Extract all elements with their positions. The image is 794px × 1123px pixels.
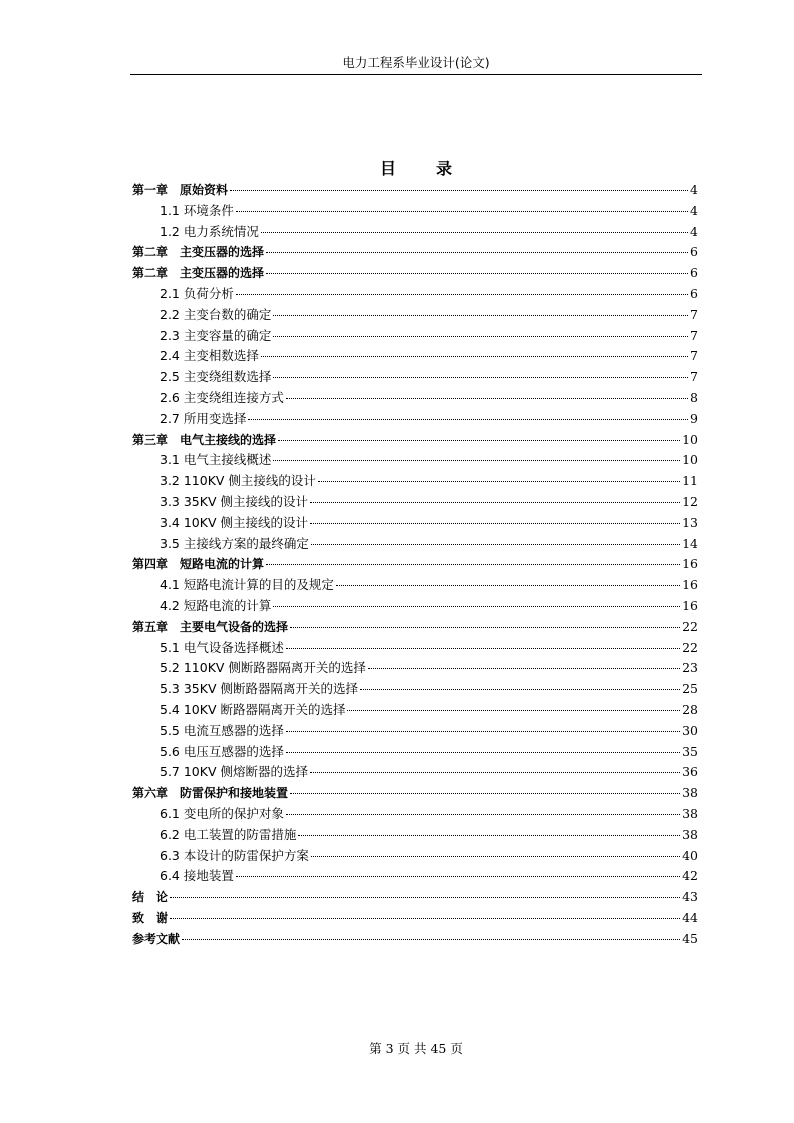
toc-entry-label: 5.7 10KV 侧熔断器的选择	[160, 764, 308, 780]
toc-dot-leader	[273, 606, 680, 607]
toc-page-number: 11	[682, 473, 698, 489]
toc-page-number: 23	[682, 660, 698, 676]
toc-entry-label: 5.3 35KV 侧断路器隔离开关的选择	[160, 681, 358, 697]
toc-dot-leader	[286, 398, 688, 399]
toc-entry-label: 2.5 主变绕组数选择	[160, 369, 272, 385]
running-header: 电力工程系毕业设计(论文)	[342, 55, 490, 70]
toc-section-entry[interactable]	[132, 825, 698, 846]
toc-entry-label: 5.4 10KV 断路器隔离开关的选择	[160, 701, 346, 717]
toc-dot-leader	[266, 564, 680, 565]
toc-dot-leader	[236, 876, 680, 877]
toc-section-entry[interactable]	[132, 409, 698, 430]
toc-entry-label: 6.3 本设计的防雷保护方案	[160, 847, 309, 863]
toc-entry-label: 2.6 主变绕组连接方式	[160, 389, 284, 405]
toc-dot-leader	[236, 294, 688, 295]
toc-page-number: 7	[690, 327, 698, 343]
toc-dot-leader	[266, 273, 688, 274]
toc-entry-label: 4.2 短路电流的计算	[160, 597, 272, 613]
toc-section-entry[interactable]	[132, 346, 698, 367]
toc-page-number: 14	[682, 535, 698, 551]
toc-page-number: 12	[682, 493, 698, 509]
toc-chapter-entry[interactable]	[132, 180, 698, 201]
toc-section-entry[interactable]	[132, 201, 698, 222]
toc-entry-label: 第六章 防雷保护和接地装置	[132, 786, 289, 801]
toc-entry-label: 6.4 接地装置	[160, 868, 234, 884]
toc-entry-label: 结 论	[132, 890, 169, 905]
toc-dot-leader	[261, 232, 688, 233]
toc-section-entry[interactable]	[132, 388, 698, 409]
toc-entry-label: 6.2 电工装置的防雷措施	[160, 826, 297, 842]
toc-entry-label: 2.4 主变相数选择	[160, 348, 259, 364]
toc-section-entry[interactable]	[132, 721, 698, 742]
toc-entry-label: 第五章 主要电气设备的选择	[132, 619, 289, 634]
page-footer: 第 3 页 共 45 页	[369, 1041, 463, 1056]
toc-page-number: 42	[682, 868, 698, 884]
toc-entry-label: 2.3 主变容量的确定	[160, 327, 272, 343]
toc-section-entry[interactable]	[132, 700, 698, 721]
toc-entry-label: 5.2 110KV 侧断路器隔离开关的选择	[160, 660, 366, 676]
toc-chapter-entry[interactable]	[132, 908, 698, 929]
toc-entry-label: 5.5 电流互感器的选择	[160, 722, 284, 738]
toc-page-number: 7	[690, 306, 698, 322]
toc-dot-leader	[273, 460, 680, 461]
toc-page-number: 22	[682, 618, 698, 634]
toc-dot-leader	[286, 648, 680, 649]
toc-entry-label: 第二章 主变压器的选择	[132, 245, 265, 260]
toc-page-number: 44	[682, 909, 698, 925]
toc-section-entry[interactable]	[132, 305, 698, 326]
toc-page-number: 38	[682, 805, 698, 821]
toc-page-number: 16	[682, 597, 698, 613]
toc-entry-label: 1.1 环境条件	[160, 202, 234, 218]
toc-dot-leader	[286, 731, 680, 732]
toc-dot-leader	[266, 252, 688, 253]
toc-entry-label: 3.3 35KV 侧主接线的设计	[160, 493, 308, 509]
toc-entry-label: 第一章 原始资料	[132, 183, 229, 197]
toc-page-number: 8	[690, 389, 698, 405]
toc-dot-leader	[311, 856, 680, 857]
toc-entry-label: 参考文献	[132, 931, 181, 946]
toc-dot-leader	[170, 918, 680, 919]
toc-section-entry[interactable]	[132, 658, 698, 679]
toc-dot-leader	[310, 523, 680, 524]
toc-dot-leader	[298, 835, 680, 836]
toc-page-number: 4	[690, 202, 698, 218]
toc-dot-leader	[290, 627, 680, 628]
toc-chapter-entry[interactable]	[132, 263, 698, 284]
toc-page-number: 6	[690, 265, 698, 281]
toc-entry-label: 致 谢	[132, 910, 169, 925]
toc-section-entry[interactable]	[132, 367, 698, 388]
toc-dot-leader	[318, 481, 680, 482]
toc-page-number: 30	[682, 722, 698, 738]
toc-section-entry[interactable]	[132, 471, 698, 492]
toc-section-entry[interactable]	[132, 534, 698, 555]
toc-title: 目录	[379, 159, 492, 178]
toc-dot-leader	[261, 356, 688, 357]
toc-section-entry[interactable]	[132, 450, 698, 471]
toc-section-entry[interactable]	[132, 804, 698, 825]
toc-dot-leader	[273, 377, 688, 378]
toc-dot-leader	[182, 939, 680, 940]
toc-page-number: 38	[682, 785, 698, 801]
toc-page-number: 10	[682, 431, 698, 447]
toc-section-entry[interactable]	[132, 679, 698, 700]
toc-section-entry[interactable]	[132, 222, 698, 243]
toc-dot-leader	[170, 897, 680, 898]
toc-dot-leader	[273, 336, 688, 337]
toc-dot-leader	[368, 668, 680, 669]
toc-page-number: 4	[690, 182, 698, 197]
toc-entry-label: 3.5 主接线方案的最终确定	[160, 535, 309, 551]
toc-page-number: 13	[682, 514, 698, 530]
toc-section-entry[interactable]	[132, 742, 698, 763]
toc-dot-leader	[311, 544, 680, 545]
toc-dot-leader	[360, 689, 680, 690]
toc-section-entry[interactable]	[132, 866, 698, 887]
toc-page-number: 43	[682, 889, 698, 905]
toc-section-entry[interactable]	[132, 513, 698, 534]
toc-section-entry[interactable]	[132, 638, 698, 659]
toc-dot-leader	[310, 772, 680, 773]
toc-dot-leader	[286, 752, 680, 753]
toc-section-entry[interactable]	[132, 575, 698, 596]
toc-entry-label: 5.6 电压互感器的选择	[160, 743, 284, 759]
toc-chapter-entry[interactable]	[132, 242, 698, 263]
toc-dot-leader	[278, 440, 680, 441]
toc-section-entry[interactable]	[132, 596, 698, 617]
toc-page-number: 40	[682, 847, 698, 863]
toc-chapter-entry[interactable]	[132, 783, 698, 804]
toc-dot-leader	[248, 419, 688, 420]
toc-dot-leader	[230, 190, 688, 191]
toc-dot-leader	[347, 710, 680, 711]
toc-section-entry[interactable]	[132, 284, 698, 305]
toc-entry-label: 3.1 电气主接线概述	[160, 452, 272, 468]
toc-entry-label: 5.1 电气设备选择概述	[160, 639, 284, 655]
toc-entry-label: 第二章 主变压器的选择	[132, 266, 265, 281]
toc-page-number: 6	[690, 244, 698, 260]
toc-entry-label: 4.1 短路电流计算的目的及规定	[160, 577, 334, 593]
toc-page-number: 35	[682, 743, 698, 759]
table-of-contents	[132, 180, 698, 949]
toc-entry-label: 1.2 电力系统情况	[160, 223, 259, 239]
toc-section-entry[interactable]	[132, 492, 698, 513]
toc-page-number: 9	[690, 410, 698, 426]
toc-entry-label: 第四章 短路电流的计算	[132, 557, 265, 572]
toc-page-number: 38	[682, 826, 698, 842]
toc-page-number: 22	[682, 639, 698, 655]
toc-dot-leader	[236, 211, 688, 212]
toc-section-entry[interactable]	[132, 762, 698, 783]
toc-dot-leader	[310, 502, 680, 503]
toc-page-number: 6	[690, 285, 698, 301]
toc-dot-leader	[336, 585, 680, 586]
toc-dot-leader	[286, 814, 680, 815]
toc-chapter-entry[interactable]	[132, 887, 698, 908]
toc-dot-leader	[273, 315, 688, 316]
toc-entry-label: 2.2 主变台数的确定	[160, 306, 272, 322]
toc-page-number: 10	[682, 452, 698, 468]
toc-section-entry[interactable]	[132, 846, 698, 867]
toc-page-number: 7	[690, 369, 698, 385]
toc-page-number: 7	[690, 348, 698, 364]
toc-page-number: 16	[682, 577, 698, 593]
toc-page-number: 36	[682, 764, 698, 780]
toc-chapter-entry[interactable]	[132, 554, 698, 575]
toc-page-number: 45	[682, 930, 698, 946]
toc-entry-label: 3.4 10KV 侧主接线的设计	[160, 514, 308, 530]
toc-entry-label: 2.7 所用变选择	[160, 410, 247, 426]
toc-entry-label: 第三章 电气主接线的选择	[132, 432, 277, 447]
toc-page-number: 16	[682, 556, 698, 572]
toc-page-number: 4	[690, 223, 698, 239]
toc-entry-label: 3.2 110KV 侧主接线的设计	[160, 473, 316, 489]
toc-chapter-entry[interactable]	[132, 617, 698, 638]
toc-page-number: 28	[682, 701, 698, 717]
toc-page-number: 25	[682, 681, 698, 697]
toc-entry-label: 2.1 负荷分析	[160, 285, 234, 301]
toc-dot-leader	[290, 793, 680, 794]
header-divider	[130, 74, 702, 75]
toc-entry-label: 6.1 变电所的保护对象	[160, 805, 284, 821]
toc-chapter-entry[interactable]	[132, 929, 698, 950]
toc-chapter-entry[interactable]	[132, 430, 698, 451]
toc-section-entry[interactable]	[132, 326, 698, 347]
